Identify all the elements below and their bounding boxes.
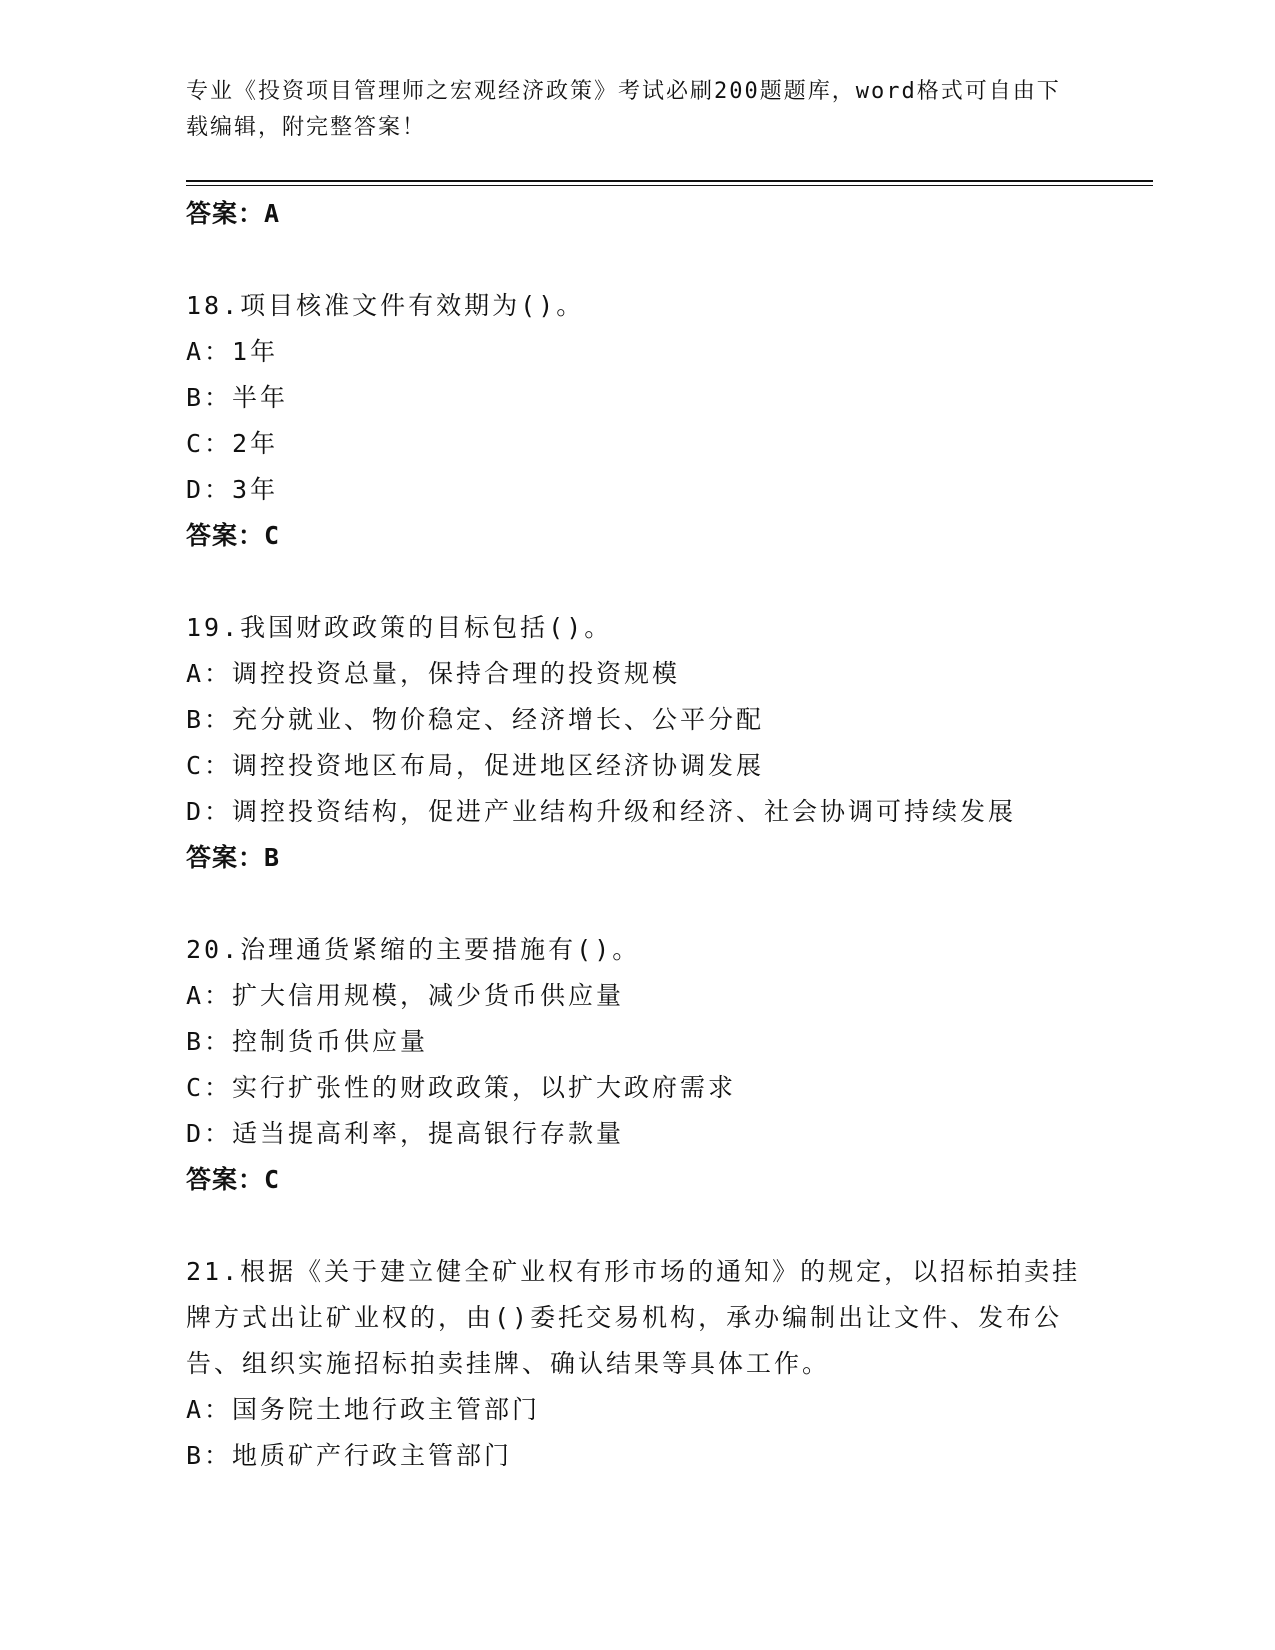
option-c: C：实行扩张性的财政政策，以扩大政府需求 bbox=[186, 1073, 737, 1102]
option-b: B：充分就业、物价稳定、经济增长、公平分配 bbox=[186, 705, 765, 734]
question-stem: 18.项目核准文件有效期为()。 bbox=[186, 291, 585, 320]
option-b: B：半年 bbox=[186, 383, 289, 412]
header-rule-thin bbox=[186, 185, 1153, 186]
option-d: D：调控投资结构，促进产业结构升级和经济、社会协调可持续发展 bbox=[186, 797, 1017, 826]
option-b: B：地质矿产行政主管部门 bbox=[186, 1441, 513, 1470]
option-a: A：调控投资总量，保持合理的投资规模 bbox=[186, 659, 681, 688]
option-a: A：扩大信用规模，减少货币供应量 bbox=[186, 981, 625, 1010]
option-d: D：3年 bbox=[186, 475, 279, 504]
option-b: B：控制货币供应量 bbox=[186, 1027, 429, 1056]
question-stem: 19.我国财政政策的目标包括()。 bbox=[186, 613, 613, 642]
header-rule-thick bbox=[186, 180, 1153, 182]
question-stem: 21.根据《关于建立健全矿业权有形市场的通知》的规定，以招标拍卖挂牌方式出让矿业权的，由()委托交易机构，承办编制出让文件、发布公告、组织实施招标拍卖挂牌、确认结果等具体工作。 bbox=[186, 1257, 1081, 1378]
question-block bbox=[186, 283, 1086, 559]
option-c: C：调控投资地区布局，促进地区经济协调发展 bbox=[186, 751, 765, 780]
option-d: D：适当提高利率，提高银行存款量 bbox=[186, 1119, 625, 1148]
question-block bbox=[186, 605, 1086, 881]
spacer bbox=[186, 237, 1086, 283]
spacer bbox=[186, 881, 1086, 927]
option-c: C：2年 bbox=[186, 429, 279, 458]
spacer bbox=[186, 1203, 1086, 1249]
question-block bbox=[186, 1249, 1086, 1479]
question-stem: 20.治理通货紧缩的主要措施有()。 bbox=[186, 935, 641, 964]
option-a: A：1年 bbox=[186, 337, 279, 366]
answer-line: 答案：C bbox=[186, 521, 281, 550]
option-a: A：国务院土地行政主管部门 bbox=[186, 1395, 541, 1424]
answer-line: 答案：A bbox=[186, 199, 281, 228]
question-list bbox=[186, 191, 1086, 1479]
answer-line: 答案：B bbox=[186, 843, 281, 872]
question-block bbox=[186, 927, 1086, 1203]
document-header: 专业《投资项目管理师之宏观经济政策》考试必刷200题题库，word格式可自由下载编辑，附完整答案！ bbox=[186, 79, 1061, 140]
answer-line: 答案：C bbox=[186, 1165, 281, 1194]
spacer bbox=[186, 559, 1086, 605]
